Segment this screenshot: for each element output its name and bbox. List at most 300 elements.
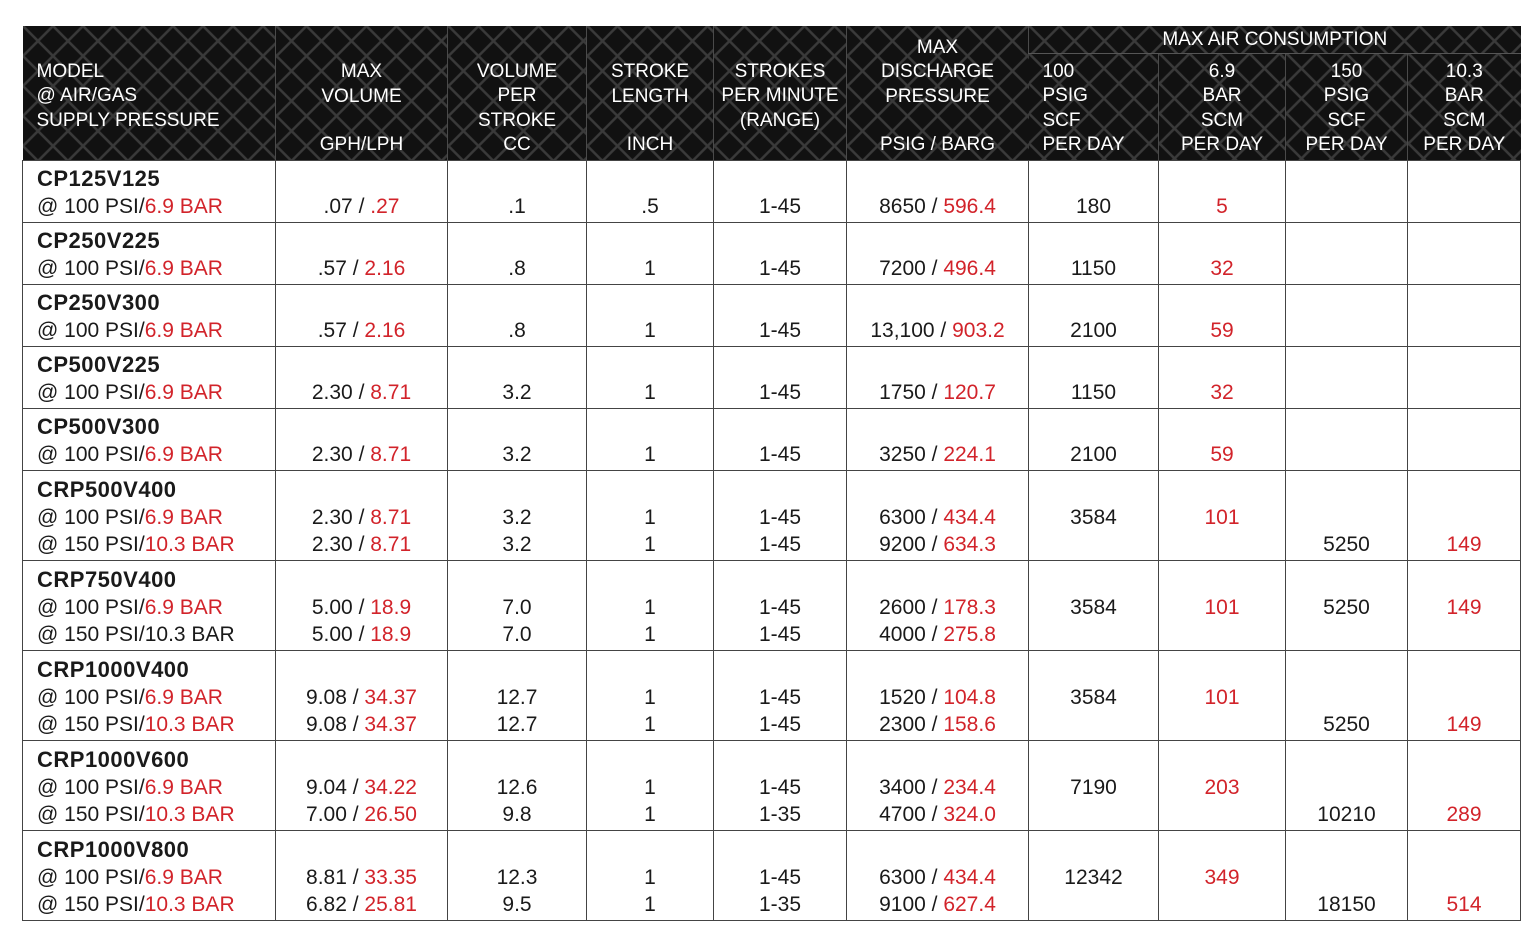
cell-consumption-100psig-value: 180 [1075, 195, 1112, 218]
cell-max-volume-line [278, 193, 445, 221]
cell-stroke-length-value: 1 [644, 533, 656, 556]
cell-max-volume-imperial: 6.82 [306, 893, 347, 916]
cell-consumption-100psig [1029, 408, 1159, 470]
cell-consumption-6-9bar [1159, 284, 1286, 346]
cell-max-discharge [847, 740, 1029, 830]
supply-bar: 6.9 BAR [144, 443, 223, 466]
header-consumption-10-3bar: 10.3 BAR SCM PER DAY [1408, 53, 1521, 160]
model-name: CRP500V400 [37, 476, 177, 502]
model-name: CRP1000V600 [37, 746, 190, 772]
cell-max-volume-line [278, 379, 445, 407]
cell-stroke-length-value: 1 [644, 319, 656, 342]
separator: / [925, 865, 944, 889]
cell-model [23, 222, 276, 284]
cell-strokes-per-minute [714, 560, 847, 650]
cell-volume-per-stroke-value: 7.0 [502, 595, 532, 619]
supply-bar: 10.3 BAR [144, 893, 235, 916]
cell-max-discharge-imperial: 4000 [879, 623, 926, 646]
cell-max-volume [276, 346, 448, 408]
cell-consumption-10-3bar-value: 149 [1446, 713, 1482, 736]
separator: / [352, 623, 371, 646]
cell-consumption-100psig-value: 3584 [1070, 505, 1117, 529]
supply-pressure [37, 193, 273, 221]
supply-bar: 10.3 BAR [144, 623, 235, 646]
cell-volume-per-stroke [448, 284, 587, 346]
supply-bar: 6.9 BAR [144, 257, 223, 280]
separator: / [346, 685, 365, 709]
separator: / [925, 685, 944, 709]
cell-consumption-10-3bar-value: 149 [1446, 595, 1482, 619]
cell-max-volume-imperial: 9.08 [306, 713, 347, 736]
cell-max-volume-imperial: 2.30 [311, 533, 353, 556]
cell-consumption-6-9bar-value [1161, 621, 1283, 649]
cell-consumption-150psig-value [1288, 864, 1405, 892]
cell-consumption-150psig-value: 10210 [1317, 803, 1376, 826]
cell-max-volume-imperial: 8.81 [306, 865, 347, 889]
cell-max-discharge-line [849, 711, 1026, 739]
cell-consumption-150psig-value [1288, 193, 1405, 221]
table-row [23, 222, 1521, 284]
cell-consumption-100psig-value: 1150 [1070, 381, 1117, 404]
cell-consumption-10-3bar [1408, 830, 1521, 920]
cell-max-discharge-imperial: 9100 [879, 893, 926, 916]
separator: / [352, 443, 371, 466]
supply-pressure [37, 864, 273, 892]
cell-max-discharge-imperial: 13,100 [870, 319, 935, 342]
cell-consumption-150psig-value [1288, 684, 1405, 712]
cell-max-volume-metric: 2.16 [364, 319, 406, 342]
supply-bar: 10.3 BAR [144, 533, 235, 556]
table-row [23, 284, 1521, 346]
cell-max-volume-imperial: .57 [317, 319, 347, 342]
model-name: CRP750V400 [37, 566, 177, 592]
header-stroke-length: STROKE LENGTH INCH [587, 26, 714, 160]
cell-max-discharge [847, 560, 1029, 650]
supply-pressure [37, 684, 273, 712]
cell-consumption-150psig [1286, 740, 1408, 830]
cell-max-volume [276, 560, 448, 650]
cell-consumption-10-3bar [1408, 740, 1521, 830]
cell-strokes-per-minute-value: 1-35 [758, 893, 802, 916]
cell-max-discharge-imperial: 1750 [879, 381, 926, 404]
cell-stroke-length-value: 1 [644, 257, 656, 280]
cell-consumption-10-3bar-value: 289 [1446, 803, 1482, 826]
cell-consumption-6-9bar-value: 5 [1216, 195, 1228, 218]
cell-max-discharge-imperial: 6300 [879, 865, 926, 889]
cell-consumption-6-9bar [1159, 650, 1286, 740]
cell-volume-per-stroke [448, 830, 587, 920]
cell-consumption-6-9bar [1159, 740, 1286, 830]
cell-consumption-10-3bar [1408, 346, 1521, 408]
header-consumption-100psig: 100 PSIG SCF PER DAY [1029, 53, 1159, 160]
cell-strokes-per-minute [714, 470, 847, 560]
cell-consumption-6-9bar-value: 32 [1210, 257, 1234, 280]
cell-consumption-6-9bar-value [1161, 531, 1283, 559]
cell-volume-per-stroke-value: 9.8 [502, 803, 532, 826]
cell-consumption-10-3bar [1408, 408, 1521, 470]
cell-consumption-10-3bar-value [1410, 255, 1518, 283]
cell-consumption-6-9bar-value [1161, 711, 1283, 739]
cell-strokes-per-minute [714, 740, 847, 830]
cell-max-volume-metric: 25.81 [364, 893, 417, 916]
cell-consumption-100psig [1029, 830, 1159, 920]
cell-max-volume-metric: 2.16 [364, 257, 406, 280]
cell-consumption-10-3bar [1408, 650, 1521, 740]
cell-consumption-10-3bar-value [1410, 774, 1518, 802]
cell-consumption-6-9bar [1159, 830, 1286, 920]
cell-consumption-150psig-value [1288, 379, 1405, 407]
cell-strokes-per-minute-value: 1-45 [758, 381, 802, 404]
separator: / [934, 319, 953, 342]
cell-consumption-6-9bar-value: 59 [1210, 443, 1234, 466]
cell-volume-per-stroke-value: .8 [508, 257, 526, 280]
cell-stroke-length [587, 284, 714, 346]
cell-max-volume [276, 470, 448, 560]
header-strokes-per-minute: STROKES PER MINUTE (RANGE) [714, 26, 847, 160]
cell-max-discharge-imperial: 4700 [879, 803, 926, 826]
cell-consumption-6-9bar-value: 203 [1204, 775, 1240, 799]
cell-model [23, 408, 276, 470]
cell-max-discharge-metric: 496.4 [943, 257, 996, 280]
cell-consumption-6-9bar [1159, 160, 1286, 222]
cell-volume-per-stroke [448, 160, 587, 222]
cell-consumption-100psig-value: 12342 [1064, 865, 1123, 889]
cell-stroke-length-value: 1 [644, 893, 656, 916]
cell-model [23, 284, 276, 346]
supply-bar: 6.9 BAR [144, 865, 223, 889]
supply-pressure [37, 801, 273, 829]
cell-consumption-150psig [1286, 284, 1408, 346]
header-consumption-150psig: 150 PSIG SCF PER DAY [1286, 53, 1408, 160]
cell-stroke-length-value: 1 [644, 595, 656, 619]
cell-consumption-100psig [1029, 346, 1159, 408]
cell-stroke-length [587, 408, 714, 470]
cell-strokes-per-minute-value: 1-45 [758, 319, 802, 342]
model-name: CP125V125 [37, 166, 161, 191]
supply-psi: @ 100 PSI/ [37, 685, 145, 709]
cell-max-discharge-line [849, 684, 1026, 712]
cell-max-volume [276, 830, 448, 920]
cell-volume-per-stroke-value: 12.6 [496, 775, 538, 799]
cell-consumption-10-3bar-value [1410, 621, 1518, 649]
cell-volume-per-stroke [448, 740, 587, 830]
cell-max-discharge [847, 284, 1029, 346]
table-row [23, 560, 1521, 650]
separator: / [346, 775, 365, 799]
separator: / [925, 257, 944, 280]
cell-consumption-6-9bar [1159, 222, 1286, 284]
cell-stroke-length [587, 160, 714, 222]
supply-psi: @ 150 PSI/ [37, 533, 145, 556]
separator: / [925, 443, 944, 466]
cell-max-volume-imperial: 7.00 [306, 803, 347, 826]
cell-stroke-length-value: 1 [644, 775, 656, 799]
model-name: CP250V300 [37, 290, 161, 315]
cell-max-volume-imperial: 9.04 [306, 775, 347, 799]
cell-strokes-per-minute [714, 830, 847, 920]
cell-max-volume-line [278, 711, 445, 739]
model-name: CRP1000V400 [37, 656, 190, 682]
cell-max-discharge-metric: 903.2 [952, 319, 1005, 342]
cell-consumption-150psig-value [1288, 621, 1405, 649]
cell-max-volume-metric: 18.9 [370, 595, 412, 619]
cell-max-discharge [847, 222, 1029, 284]
header-model: MODEL @ AIR/GAS SUPPLY PRESSURE [23, 26, 276, 160]
cell-max-volume-imperial: 5.00 [311, 623, 353, 646]
separator: / [352, 505, 371, 529]
cell-max-discharge [847, 650, 1029, 740]
cell-max-volume-line [278, 891, 445, 919]
cell-max-discharge-imperial: 3250 [879, 443, 926, 466]
cell-strokes-per-minute [714, 284, 847, 346]
cell-consumption-100psig-value [1031, 621, 1156, 649]
supply-bar: 6.9 BAR [144, 595, 223, 619]
cell-max-discharge-line [849, 774, 1026, 802]
cell-consumption-150psig-value: 18150 [1317, 893, 1376, 916]
cell-max-discharge-metric: 178.3 [943, 595, 996, 619]
cell-consumption-150psig [1286, 560, 1408, 650]
cell-strokes-per-minute-value: 1-45 [758, 865, 802, 889]
header-max-air-consumption: MAX AIR CONSUMPTION [1029, 26, 1521, 53]
table-row [23, 408, 1521, 470]
cell-volume-per-stroke-value: 12.3 [496, 865, 538, 889]
cell-consumption-100psig-value [1031, 801, 1156, 829]
cell-stroke-length [587, 830, 714, 920]
cell-model [23, 830, 276, 920]
cell-consumption-150psig-value [1288, 317, 1405, 345]
cell-max-volume-metric: 8.71 [370, 443, 412, 466]
cell-max-discharge-metric: 434.4 [943, 865, 996, 889]
cell-max-discharge-metric: 104.8 [943, 685, 996, 709]
separator: / [925, 533, 944, 556]
table-row [23, 470, 1521, 560]
separator: / [346, 893, 365, 916]
separator: / [925, 713, 944, 736]
header-max-discharge: MAX DISCHARGE PRESSURE PSIG / BARG [847, 26, 1029, 160]
cell-model [23, 740, 276, 830]
cell-model [23, 160, 276, 222]
cell-max-volume [276, 408, 448, 470]
cell-consumption-100psig-value: 3584 [1070, 595, 1117, 619]
supply-pressure [37, 774, 273, 802]
cell-consumption-150psig-value: 5250 [1323, 713, 1370, 736]
header-max-volume: MAX VOLUME GPH/LPH [276, 26, 448, 160]
cell-consumption-100psig [1029, 222, 1159, 284]
supply-psi: @ 150 PSI/ [37, 623, 145, 646]
supply-bar: 6.9 BAR [144, 775, 223, 799]
separator: / [925, 595, 944, 619]
cell-stroke-length-value: 1 [644, 381, 656, 404]
cell-max-volume-line [278, 801, 445, 829]
cell-stroke-length-value: 1 [644, 505, 656, 529]
cell-consumption-6-9bar-value: 101 [1204, 505, 1240, 529]
separator: / [346, 865, 365, 889]
cell-volume-per-stroke [448, 408, 587, 470]
cell-max-discharge-metric: 275.8 [943, 623, 996, 646]
header-consumption-6-9bar: 6.9 BAR SCM PER DAY [1159, 53, 1286, 160]
cell-strokes-per-minute [714, 346, 847, 408]
cell-stroke-length-value: 1 [644, 443, 656, 466]
cell-stroke-length-value: 1 [644, 713, 656, 736]
cell-volume-per-stroke-value: .1 [508, 195, 526, 218]
separator: / [925, 505, 944, 529]
cell-volume-per-stroke-value: 12.7 [496, 713, 538, 736]
supply-bar: 6.9 BAR [144, 505, 223, 529]
cell-strokes-per-minute [714, 160, 847, 222]
cell-volume-per-stroke-value: 3.2 [502, 533, 532, 556]
cell-consumption-10-3bar [1408, 284, 1521, 346]
cell-consumption-6-9bar-value: 101 [1204, 595, 1240, 619]
cell-volume-per-stroke-value: 3.2 [502, 505, 532, 529]
cell-consumption-6-9bar [1159, 408, 1286, 470]
cell-consumption-6-9bar [1159, 470, 1286, 560]
cell-model [23, 560, 276, 650]
cell-max-discharge-line [849, 379, 1026, 407]
supply-psi: @ 100 PSI/ [37, 319, 145, 342]
cell-volume-per-stroke-value: 3.2 [502, 381, 532, 404]
cell-max-volume [276, 740, 448, 830]
cell-max-discharge [847, 160, 1029, 222]
cell-consumption-100psig-value: 2100 [1070, 319, 1117, 342]
cell-stroke-length [587, 346, 714, 408]
cell-max-volume-metric: 8.71 [370, 505, 412, 529]
table-row [23, 160, 1521, 222]
cell-strokes-per-minute-value: 1-45 [758, 713, 802, 736]
cell-max-discharge-line [849, 891, 1026, 919]
cell-max-volume-metric: 18.9 [370, 623, 412, 646]
cell-consumption-150psig-value: 5250 [1323, 533, 1370, 556]
cell-stroke-length [587, 222, 714, 284]
supply-pressure [37, 379, 273, 407]
cell-max-volume-metric: .27 [370, 195, 400, 218]
cell-max-discharge-metric: 234.4 [943, 775, 996, 799]
cell-consumption-100psig [1029, 650, 1159, 740]
supply-bar: 6.9 BAR [144, 685, 223, 709]
supply-psi: @ 100 PSI/ [37, 443, 145, 466]
supply-pressure [37, 891, 273, 919]
cell-model [23, 470, 276, 560]
separator: / [352, 595, 371, 619]
cell-stroke-length [587, 650, 714, 740]
cell-strokes-per-minute-value: 1-45 [758, 443, 802, 466]
separator: / [925, 195, 944, 218]
cell-model [23, 346, 276, 408]
cell-consumption-150psig [1286, 160, 1408, 222]
cell-max-volume [276, 284, 448, 346]
cell-strokes-per-minute-value: 1-45 [758, 685, 802, 709]
cell-strokes-per-minute-value: 1-35 [758, 803, 802, 826]
pump-spec-table [22, 26, 1521, 921]
cell-max-volume [276, 160, 448, 222]
cell-consumption-150psig [1286, 650, 1408, 740]
cell-max-volume-metric: 8.71 [370, 381, 412, 404]
cell-max-discharge-line [849, 864, 1026, 892]
supply-psi: @ 100 PSI/ [37, 505, 145, 529]
cell-consumption-100psig-value: 2100 [1070, 443, 1117, 466]
cell-max-volume-line [278, 684, 445, 712]
supply-psi: @ 150 PSI/ [37, 893, 145, 916]
separator: / [352, 381, 371, 404]
cell-consumption-100psig [1029, 560, 1159, 650]
supply-psi: @ 100 PSI/ [37, 865, 145, 889]
cell-consumption-150psig-value [1288, 504, 1405, 532]
separator: / [352, 533, 371, 556]
cell-consumption-10-3bar [1408, 470, 1521, 560]
cell-volume-per-stroke-value: 9.5 [502, 893, 532, 916]
cell-max-volume-metric: 34.37 [364, 685, 417, 709]
cell-max-volume-metric: 8.71 [370, 533, 412, 556]
separator: / [925, 893, 944, 916]
cell-consumption-100psig-value: 3584 [1070, 685, 1117, 709]
cell-max-discharge-imperial: 1520 [879, 685, 926, 709]
supply-bar: 10.3 BAR [144, 713, 235, 736]
separator: / [925, 803, 944, 826]
cell-max-discharge-line [849, 193, 1026, 221]
supply-pressure [37, 504, 273, 532]
cell-consumption-100psig-value [1031, 711, 1156, 739]
cell-consumption-6-9bar-value [1161, 891, 1283, 919]
cell-stroke-length-value: 1 [644, 865, 656, 889]
separator: / [925, 381, 944, 404]
table-header [23, 26, 1521, 160]
cell-stroke-length-value: 1 [644, 623, 656, 646]
cell-max-volume [276, 650, 448, 740]
cell-max-discharge-imperial: 9200 [879, 533, 926, 556]
supply-psi: @ 150 PSI/ [37, 713, 145, 736]
cell-max-volume-line [278, 774, 445, 802]
cell-max-discharge-metric: 596.4 [943, 195, 996, 218]
cell-stroke-length-value: 1 [644, 685, 656, 709]
cell-consumption-10-3bar-value [1410, 504, 1518, 532]
supply-psi: @ 150 PSI/ [37, 803, 145, 826]
cell-stroke-length-value: 1 [644, 803, 656, 826]
cell-consumption-150psig [1286, 470, 1408, 560]
table-body [23, 160, 1521, 920]
cell-consumption-10-3bar [1408, 560, 1521, 650]
cell-max-volume-line [278, 621, 445, 649]
cell-consumption-100psig-value: 1150 [1070, 257, 1117, 280]
cell-volume-per-stroke [448, 650, 587, 740]
cell-max-discharge-metric: 324.0 [943, 803, 996, 826]
cell-strokes-per-minute-value: 1-45 [758, 505, 802, 529]
cell-consumption-10-3bar-value [1410, 379, 1518, 407]
cell-consumption-10-3bar-value [1410, 317, 1518, 345]
cell-max-discharge-metric: 158.6 [943, 713, 996, 736]
cell-consumption-100psig [1029, 740, 1159, 830]
model-name: CP250V225 [37, 228, 161, 253]
supply-pressure [37, 317, 273, 345]
cell-consumption-10-3bar-value [1410, 684, 1518, 712]
separator: / [346, 803, 365, 826]
cell-consumption-6-9bar [1159, 346, 1286, 408]
separator: / [346, 713, 365, 736]
supply-bar: 6.9 BAR [144, 381, 223, 404]
cell-strokes-per-minute [714, 222, 847, 284]
cell-strokes-per-minute-value: 1-45 [758, 195, 802, 218]
cell-consumption-100psig [1029, 470, 1159, 560]
cell-consumption-150psig-value [1288, 774, 1405, 802]
table-row [23, 650, 1521, 740]
cell-max-discharge-line [849, 801, 1026, 829]
cell-consumption-100psig-value [1031, 891, 1156, 919]
model-name: CP500V225 [37, 352, 161, 377]
supply-psi: @ 100 PSI/ [37, 257, 145, 280]
cell-consumption-10-3bar-value [1410, 864, 1518, 892]
cell-max-volume-metric: 33.35 [364, 865, 417, 889]
cell-consumption-10-3bar-value [1410, 193, 1518, 221]
cell-max-discharge [847, 408, 1029, 470]
cell-strokes-per-minute [714, 650, 847, 740]
